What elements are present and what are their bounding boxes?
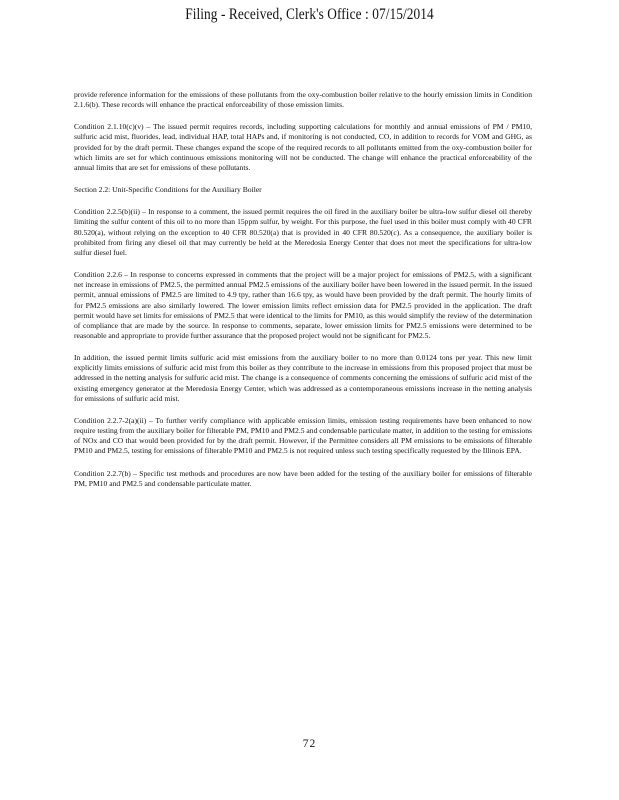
paragraph-sulfuric-acid-mist: In addition, the issued permit limits sulfuric acid mist emissions from the auxiliary boiler to no more than 0.0124 tons per year. This new limit explicitly limits emissions of sulfuric acid mist from this boiler as they contribute to the increase in emissions from this proposed project that must be addressed in the netting analysis for sulfuric acid mist. The change is a consequence of comments concerning the emissions of sulfuric acid mist of the existing emergency generator at the Meredosia Energy Center, which was addressed as a contemporaneous emissions increase in the netting analysis for emissions of sulfuric acid mist. xyxy=(74,353,532,403)
paragraph-condition-2-2-7-b: Condition 2.2.7(b) – Specific test methods and procedures are now have been added for the testing of the auxiliary boiler for emissions of filterable PM, PM10 and PM2.5 and condensable particulate matter. xyxy=(74,468,532,488)
paragraph-condition-2-2-7-2: Condition 2.2.7-2(a)(ii) – To further verify compliance with applicable emission limits, emission testing requirements have been enhanced to now require testing from the auxiliary boiler for filterable PM, PM10 and PM2.5 and condensable particulate matter, in addition to the testing for emissions of NOx and CO that would been provided for by the draft permit. However, if the Permittee considers all PM emissions to be emissions of filterable PM10 and PM2.5, testing for emissions of filterable PM10 and PM2.5 is not required unless such testing specifically requested by the Illinois EPA. xyxy=(74,415,532,456)
paragraph-condition-2-1-10: Condition 2.1.10(c)(v) – The issued permit requires records, including supporting calculations for monthly and annual emissions of PM / PM10, sulfuric acid mist, fluorides, lead, individual HAP, total HAPs and, if monitoring is not conducted, CO, in addition to records for VOM and GHG, as provided for by the draft permit. These changes expand the scope of the required records to all pollutants emitted from the oxy-combustion boiler for which limits are set for which continuous emissions monitoring will not be conducted. The change will enhance the practical enforceability of the annual limits that are set for emissions of these pollutants. xyxy=(74,122,532,172)
filing-stamp-header: Filing - Received, Clerk's Office : 07/15/2014 xyxy=(185,6,434,23)
paragraph-record-reference: provide reference information for the emissions of these pollutants from the oxy-combustion boiler relative to the hourly emission limits in Condition 2.1.6(b). These records will enhance the practical enforceability of those emission limits. xyxy=(74,90,532,110)
paragraph-condition-2-2-6: Condition 2.2.6 – In response to concerns expressed in comments that the project will be a major project for emissions of PM2.5, with a significant net increase in emissions of PM2.5, the permitted annual PM2.5 emissions of the auxiliary boiler have been lowered in the issued permit. In the issued permit, annual emissions of PM2.5 are limited to 4.9 tpy, rather than 16.6 tpy, as would have been provided by the draft permit. The hourly limits of for PM2.5 emissions are also similarly lowered. The lower emission limits reflect emission data for PM2.5 provided in the application. The draft permit would have set limits for emissions of PM2.5 that were identical to the limits for PM10, as this would simplify the review of the determination of compliance that are made by the source. In response to comments, separate, lower emission limits for PM2.5 emissions were determined to be reasonable and appropriate to provide further assurance that the proposed project would not be significant for PM2.5. xyxy=(74,270,532,340)
paragraph-condition-2-2-5: Condition 2.2.5(b)(ii) – In response to a comment, the issued permit requires the oil fired in the auxiliary boiler be ultra-low sulfur diesel oil thereby limiting the sulfur content of this oil to no more than 15ppm sulfur, by weight. For this purpose, the fuel used in this boiler must comply with 40 CFR 80.520(a), without relying on the exception to 40 CFR 80.520(a) that is provided in 40 CFR 80.520(c). As a consequence, the auxiliary boiler is prohibited from firing any diesel oil that may currently be held at the Meredosia Energy Center that does not meet the specifications for ultra-low sulfur diesel fuel. xyxy=(74,207,532,257)
document-body xyxy=(74,90,532,501)
page-number: 72 xyxy=(302,738,317,750)
section-heading-auxiliary-boiler: Section 2.2: Unit-Specific Conditions for the Auxiliary Boiler xyxy=(74,185,262,195)
